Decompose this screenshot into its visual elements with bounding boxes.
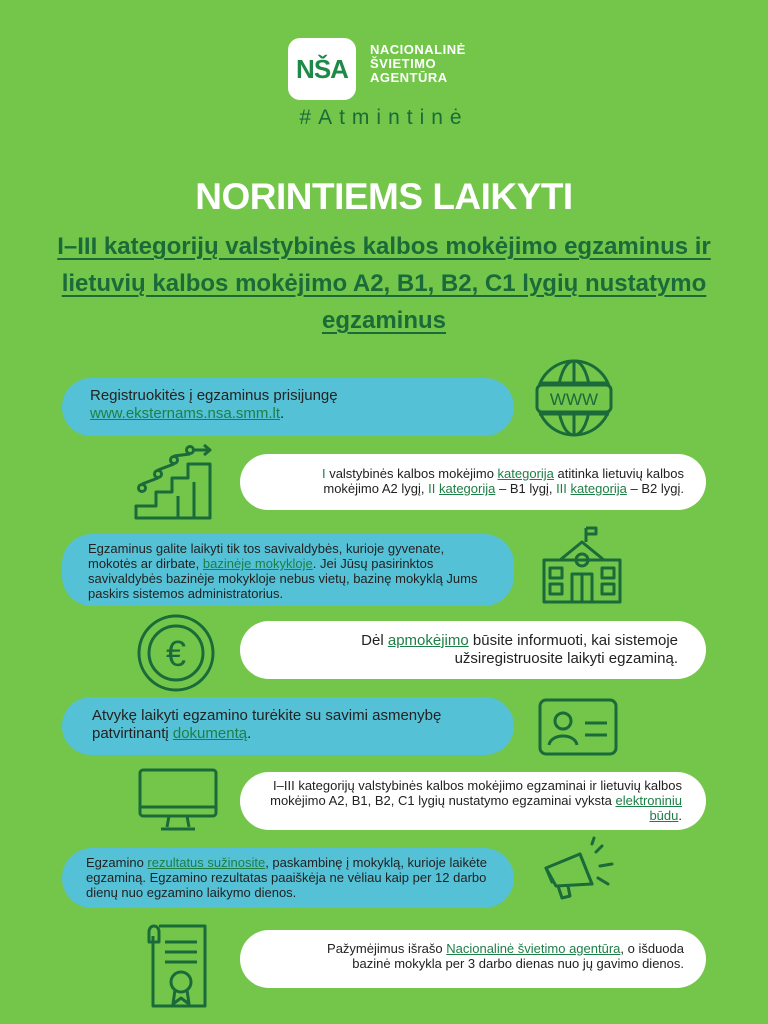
org-name-line3: AGENTŪRA [370, 70, 448, 85]
nsa-agency-link[interactable]: Nacionalinė švietimo agentūra [446, 941, 621, 956]
org-name-line2: ŠVIETIMO [370, 56, 437, 71]
org-name-line1: NACIONALINĖ [370, 42, 466, 57]
info-certificates: Pažymėjimus išrašo Nacionalinė švietimo agentūra, o išduoda bazinė mokykla per 3 darbo dienas nuo jų gavimo dienos. [240, 930, 706, 988]
info-municipality: Egzaminus galite laikyti tik tos savivaldybės, kurioje gyvenate, mokotės ar dirbate, bazinėje mokykloje. Jei Jūsų pasirinktos savivaldybės bazinėje mokykloje nebus vietų, bazinę mokyklą Jums paskirs sistemos administratorius. [62, 534, 514, 606]
euro-symbol: € [165, 633, 187, 674]
info-payment: Dėl apmokėjimo būsite informuoti, kai sistemoje užsiregistruosite laikyti egzaminą. [240, 621, 706, 679]
id-card-icon [537, 697, 619, 757]
info-document: Atvykę laikyti egzamino turėkite su savimi asmenybę patvirtinantį dokumentą. [62, 697, 514, 755]
org-name [370, 43, 510, 85]
computer-monitor-icon [137, 767, 219, 833]
registration-link[interactable]: www.eksternams.nsa.smm.lt [90, 405, 281, 422]
page-title: NORINTIEMS LAIKYTI [195, 176, 573, 217]
info-electronic: I–III kategorijų valstybinės kalbos mokėjimo egzaminai ir lietuvių kalbos mokėjimo A2, B1, B2, C1 lygių nustatymo egzaminai vyksta elektroniniu būdu. [240, 772, 706, 830]
certificate-icon [145, 922, 213, 1010]
info-registration: Registruokitės į egzaminus prisijungę www.eksternams.nsa.smm.lt. [62, 378, 514, 436]
www-globe-icon [533, 357, 615, 439]
www-label: WWW [549, 390, 599, 409]
stairs-progress-icon [132, 444, 214, 522]
tagline: #Atmintinė [299, 106, 469, 129]
category-link-2[interactable]: kategorija [438, 481, 496, 496]
logo-text: NŠA [296, 53, 348, 84]
megaphone-icon [540, 836, 622, 904]
info-results: Egzamino rezultatus sužinosite, paskambinę į mokyklą, kurioje laikėte egzaminą. Egzamino rezultatas paaiškėja ne vėliau kaip per 12 darbo dienų nuo egzamino laikymo dienos. [62, 848, 514, 908]
nsa-logo [288, 38, 356, 100]
results-link[interactable]: rezultatus sužinosite [147, 855, 266, 870]
info-categories: I valstybinės kalbos mokėjimo kategorija atitinka lietuvių kalbos mokėjimo A2 lygį, II kategorija – B1 lygį, III kategorija – B2 lygį. [240, 454, 706, 510]
payment-link[interactable]: apmokėjimo [387, 632, 469, 649]
electronic-link[interactable]: elektroniniu būdu [615, 793, 682, 823]
euro-coin-icon [135, 612, 217, 694]
school-building-icon [540, 524, 624, 606]
category-link-1[interactable]: kategorija [497, 466, 554, 481]
category-link-3[interactable]: kategorija [570, 481, 627, 496]
page-subtitle[interactable]: I–III kategorijų valstybinės kalbos mokėjimo egzaminus ir lietuvių kalbos mokėjimo A2, B1, B2, C1 lygių nustatymo egzaminus [57, 233, 711, 334]
base-school-link[interactable]: bazinėje mokykloje [202, 556, 313, 571]
document-link[interactable]: dokumentą [172, 725, 248, 742]
